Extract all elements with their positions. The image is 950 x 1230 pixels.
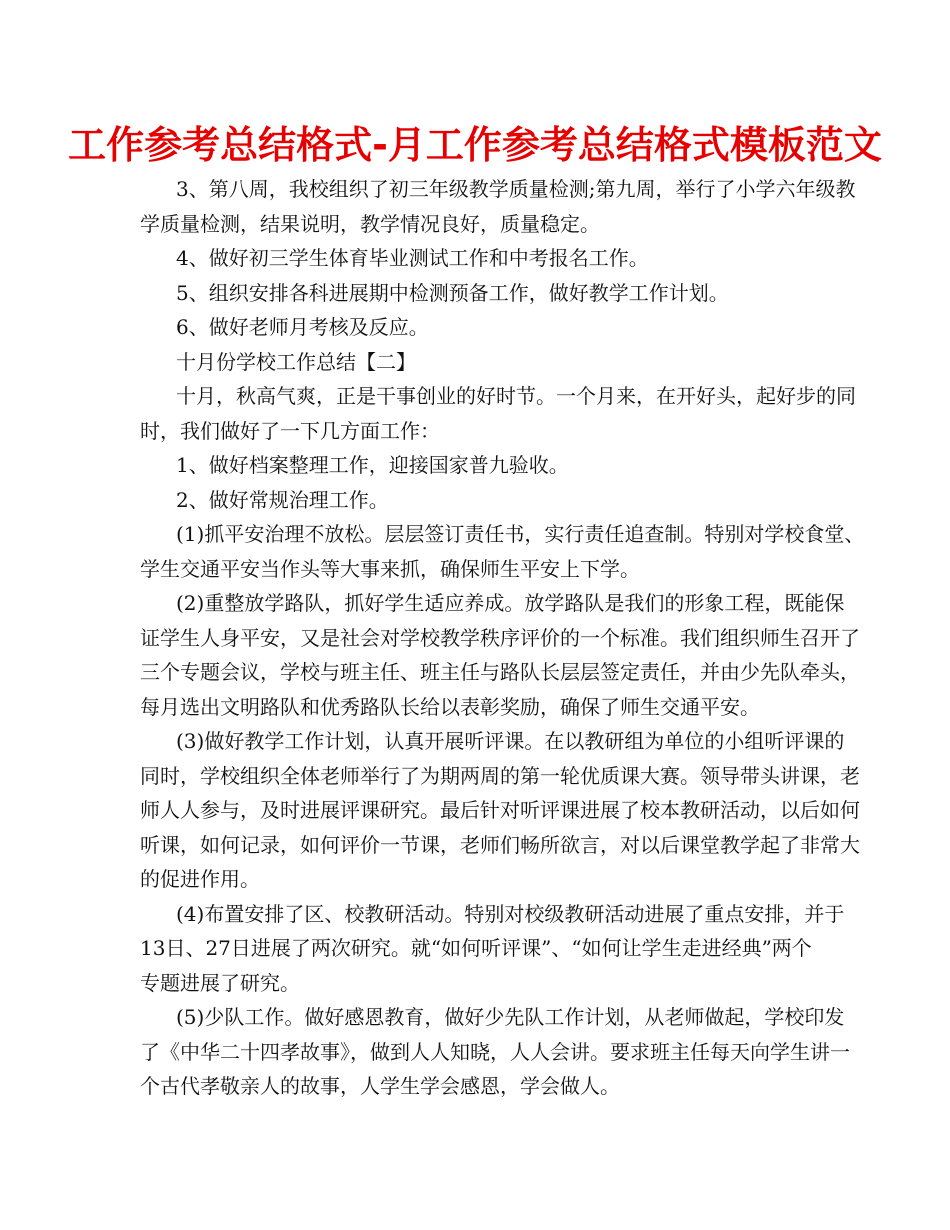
text-line: 个古代孝敬亲人的故事，人学生学会感恩，学会做人。 [140,1074,620,1098]
text-line: (3)做好教学工作计划，认真开展听评课。在以教研组为单位的小组听评课的 [176,729,845,753]
text-line: 每月选出文明路队和优秀路队长给以表彰奖励，确保了师生交通平安。 [140,694,760,719]
text-line: 的促进作用。 [140,867,260,891]
text-line: 听课，如何记录，如何评价一节课，老师们畅所欲言，对以后课堂教学起了非常大 [140,832,860,857]
text-line: 1、做好档案整理工作，迎接国家普九验收。 [176,453,569,477]
text-line: 十月，秋高气爽，正是干事创业的好时节。一个月来，在开好头，起好步的同 [176,384,856,408]
text-line: 专题进展了研究。 [140,970,300,995]
text-line: 证学生人身平安，又是社会对学校教学秩序评价的一个标准。我们组织师生召开了 [140,625,860,650]
document-title: 工作参考总结格式-月工作参考总结格式模板范文 [68,123,882,167]
text-line: 4、做好初三学生体育毕业测试工作和中考报名工作。 [176,246,649,270]
text-line: 了《中华二十四孝故事》，做到人人知晓，人人会讲。要求班主任每天向学生讲一 [140,1039,850,1064]
text-line: 十月份学校工作总结【二】 [176,349,416,374]
text-line: (5)少队工作。做好感恩教育，做好少先队工作计划，从老师做起，学校印发 [176,1005,845,1029]
text-line: 13日、27日进展了两次研究。就“如何听评课”、“如何让学生走进经典”两个 [140,936,812,960]
text-line: 6、做好老师月考核及反应。 [176,315,429,339]
text-line: 学质量检测，结果说明，教学情况良好，质量稳定。 [140,211,600,236]
text-line: (4)布置安排了区、校教研活动。特别对校级教研活动进展了重点安排，并于 [176,901,845,926]
text-line: 5、组织安排各科进展期中检测预备工作，做好教学工作计划。 [176,280,729,305]
text-line: 三个专题会议，学校与班主任、班主任与路队长层层签定责任，并由少先队牵头， [140,660,860,684]
text-line: 学生交通平安当作头等大事来抓，确保师生平安上下学。 [140,556,640,581]
text-line: 2、做好常规治理工作。 [176,487,389,512]
text-line: 3、第八周，我校组织了初三年级教学质量检测;第九周，举行了小学六年级教 [176,177,856,201]
text-line: 师人人参与，及时进展评课研究。最后针对听评课进展了校本教研活动，以后如何 [140,798,860,822]
text-line: 同时，学校组织全体老师举行了为期两周的第一轮优质课大赛。领导带头讲课，老 [140,763,860,788]
text-line: (1)抓平安治理不放松。层层签订责任书，实行责任追查制。特别对学校食堂、 [176,522,865,546]
text-line: 时，我们做好了一下几方面工作： [140,418,440,443]
text-line: (2)重整放学路队，抓好学生适应养成。放学路队是我们的形象工程，既能保 [176,591,845,615]
document-body [140,172,865,1104]
